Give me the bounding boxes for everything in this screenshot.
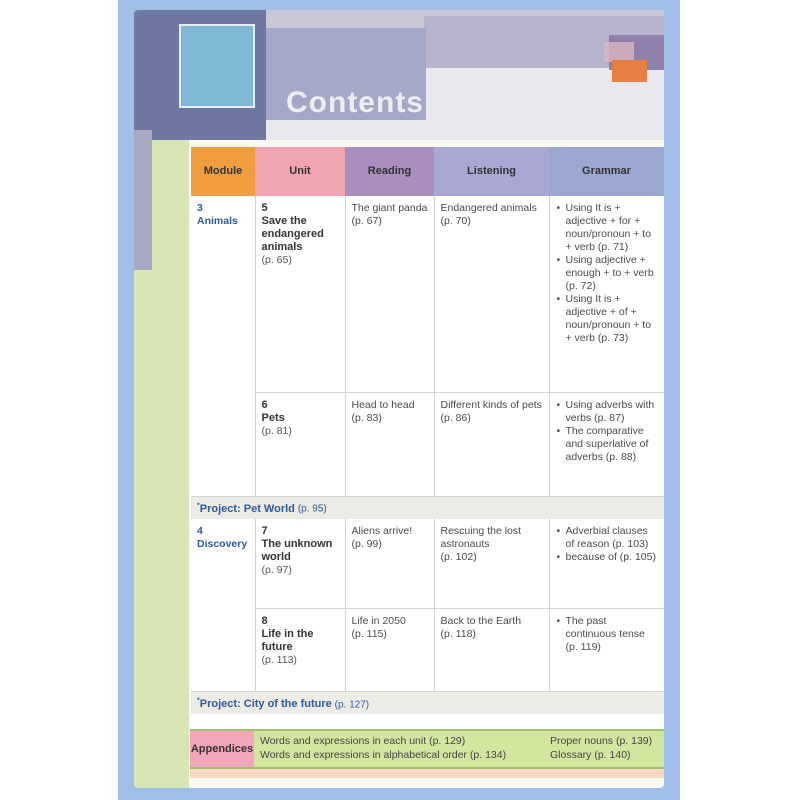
header-row [191, 147, 664, 196]
project-label [197, 698, 332, 710]
appendices-label: Appendices [190, 731, 254, 767]
project-marker: * [197, 502, 200, 510]
appendix-item: Proper nouns (p. 139) [550, 735, 653, 747]
bottom-band [190, 769, 664, 778]
listening-title: Rescuing the lost astronauts [440, 524, 522, 550]
header-grammar: Grammar [549, 147, 664, 196]
reading-page: (p. 83) [351, 411, 382, 424]
listening-page: (p. 118) [440, 628, 476, 640]
project-page: (p. 127) [334, 699, 370, 711]
project-marker: * [197, 697, 200, 705]
listening-cell [434, 519, 549, 609]
project-page: (p. 95) [297, 503, 327, 515]
listening-title: Different kinds of pets [440, 398, 542, 411]
grammar-cell [549, 519, 664, 609]
table-row [191, 392, 664, 496]
module-number: 3 [197, 202, 203, 214]
grammar-item: • Adverbial clauses of reason (p. 103) [566, 525, 659, 551]
grammar-item: • Using It is + adjective + for + noun/pronoun + to + verb (p. 71) [566, 202, 659, 254]
unit-page: (p. 65) [261, 254, 292, 266]
contents-table [191, 147, 664, 714]
header-block [604, 42, 634, 62]
side-strip [134, 130, 152, 270]
unit-cell [255, 609, 345, 692]
reading-title: Head to head [351, 398, 415, 411]
unit-number: 7 [261, 524, 268, 537]
reading-cell [345, 196, 434, 392]
unit-number: 8 [261, 615, 268, 627]
module-name: Discovery [197, 537, 248, 550]
project-row [191, 496, 664, 519]
header-listening: Listening [434, 147, 549, 196]
reading-title: The giant panda [351, 202, 428, 214]
listening-page: (p. 86) [440, 411, 471, 424]
reading-cell [345, 519, 434, 609]
unit-title: The unknown world [261, 537, 333, 563]
reading-title: Life in 2050 [351, 615, 406, 627]
header-reading: Reading [345, 147, 434, 196]
module-cell [191, 609, 255, 692]
unit-page: (p. 81) [261, 424, 292, 437]
project-title: Project: Pet World [199, 502, 295, 515]
project-title: Project: City of the future [199, 698, 332, 711]
unit-title: Save the endangered animals [261, 215, 324, 253]
listening-cell [434, 392, 549, 496]
grammar-cell [549, 609, 664, 692]
reading-cell [345, 392, 434, 496]
reading-page: (p. 115) [351, 628, 387, 640]
header-unit: Unit [255, 147, 345, 196]
module-cell [191, 519, 255, 609]
grammar-cell [549, 196, 664, 392]
appendix-item: Words and expressions in alphabetical order (p. 134) [260, 749, 507, 761]
project-label [197, 503, 295, 515]
unit-number: 6 [261, 398, 268, 411]
listening-cell [434, 609, 549, 692]
grammar-cell [549, 392, 664, 496]
header-block [612, 60, 647, 82]
unit-title: Life in the future [261, 628, 314, 653]
unit-page: (p. 113) [261, 654, 297, 666]
module-cell [191, 196, 255, 392]
module-cell [191, 392, 255, 496]
header-module: Module [191, 147, 255, 196]
table-row [191, 196, 664, 392]
project-cell [191, 496, 664, 519]
appendix-item: Words and expressions in each unit (p. 129) [260, 735, 466, 747]
reading-cell [345, 609, 434, 692]
unit-cell [255, 196, 345, 392]
grammar-item: • because of (p. 105) [566, 551, 659, 564]
listening-page: (p. 70) [440, 215, 471, 227]
module-name: Animals [197, 215, 238, 227]
appendix-item: Glossary (p. 140) [550, 749, 631, 761]
project-row [191, 692, 664, 715]
reading-page: (p. 67) [351, 215, 382, 227]
listening-cell [434, 196, 549, 392]
unit-cell [255, 392, 345, 496]
grammar-item: • Using adjective + enough + to + verb (p. 72) [566, 254, 659, 293]
project-cell [191, 692, 664, 715]
listening-title: Back to the Earth [440, 615, 522, 627]
page-title: Contents [286, 86, 424, 119]
header-photo [179, 24, 255, 108]
unit-number: 5 [261, 202, 268, 214]
module-number: 4 [197, 524, 203, 537]
unit-cell [255, 519, 345, 609]
unit-page: (p. 97) [261, 563, 292, 576]
reading-title: Aliens arrive! [351, 524, 413, 537]
unit-title: Pets [261, 411, 285, 424]
listening-page: (p. 102) [440, 550, 477, 563]
table-row [191, 519, 664, 609]
appendices-row [190, 729, 664, 769]
table-row [191, 609, 664, 692]
grammar-item: • Using adverbs with verbs (p. 87) [566, 399, 659, 425]
listening-title: Endangered animals [440, 202, 537, 214]
grammar-item: • Using It is + adjective + of + noun/pronoun + to + verb (p. 73) [566, 293, 659, 345]
grammar-item: • The past continuous tense (p. 119) [566, 615, 659, 654]
reading-page: (p. 99) [351, 537, 382, 550]
grammar-item: • The comparative and superlative of adverbs (p. 88) [566, 425, 659, 464]
